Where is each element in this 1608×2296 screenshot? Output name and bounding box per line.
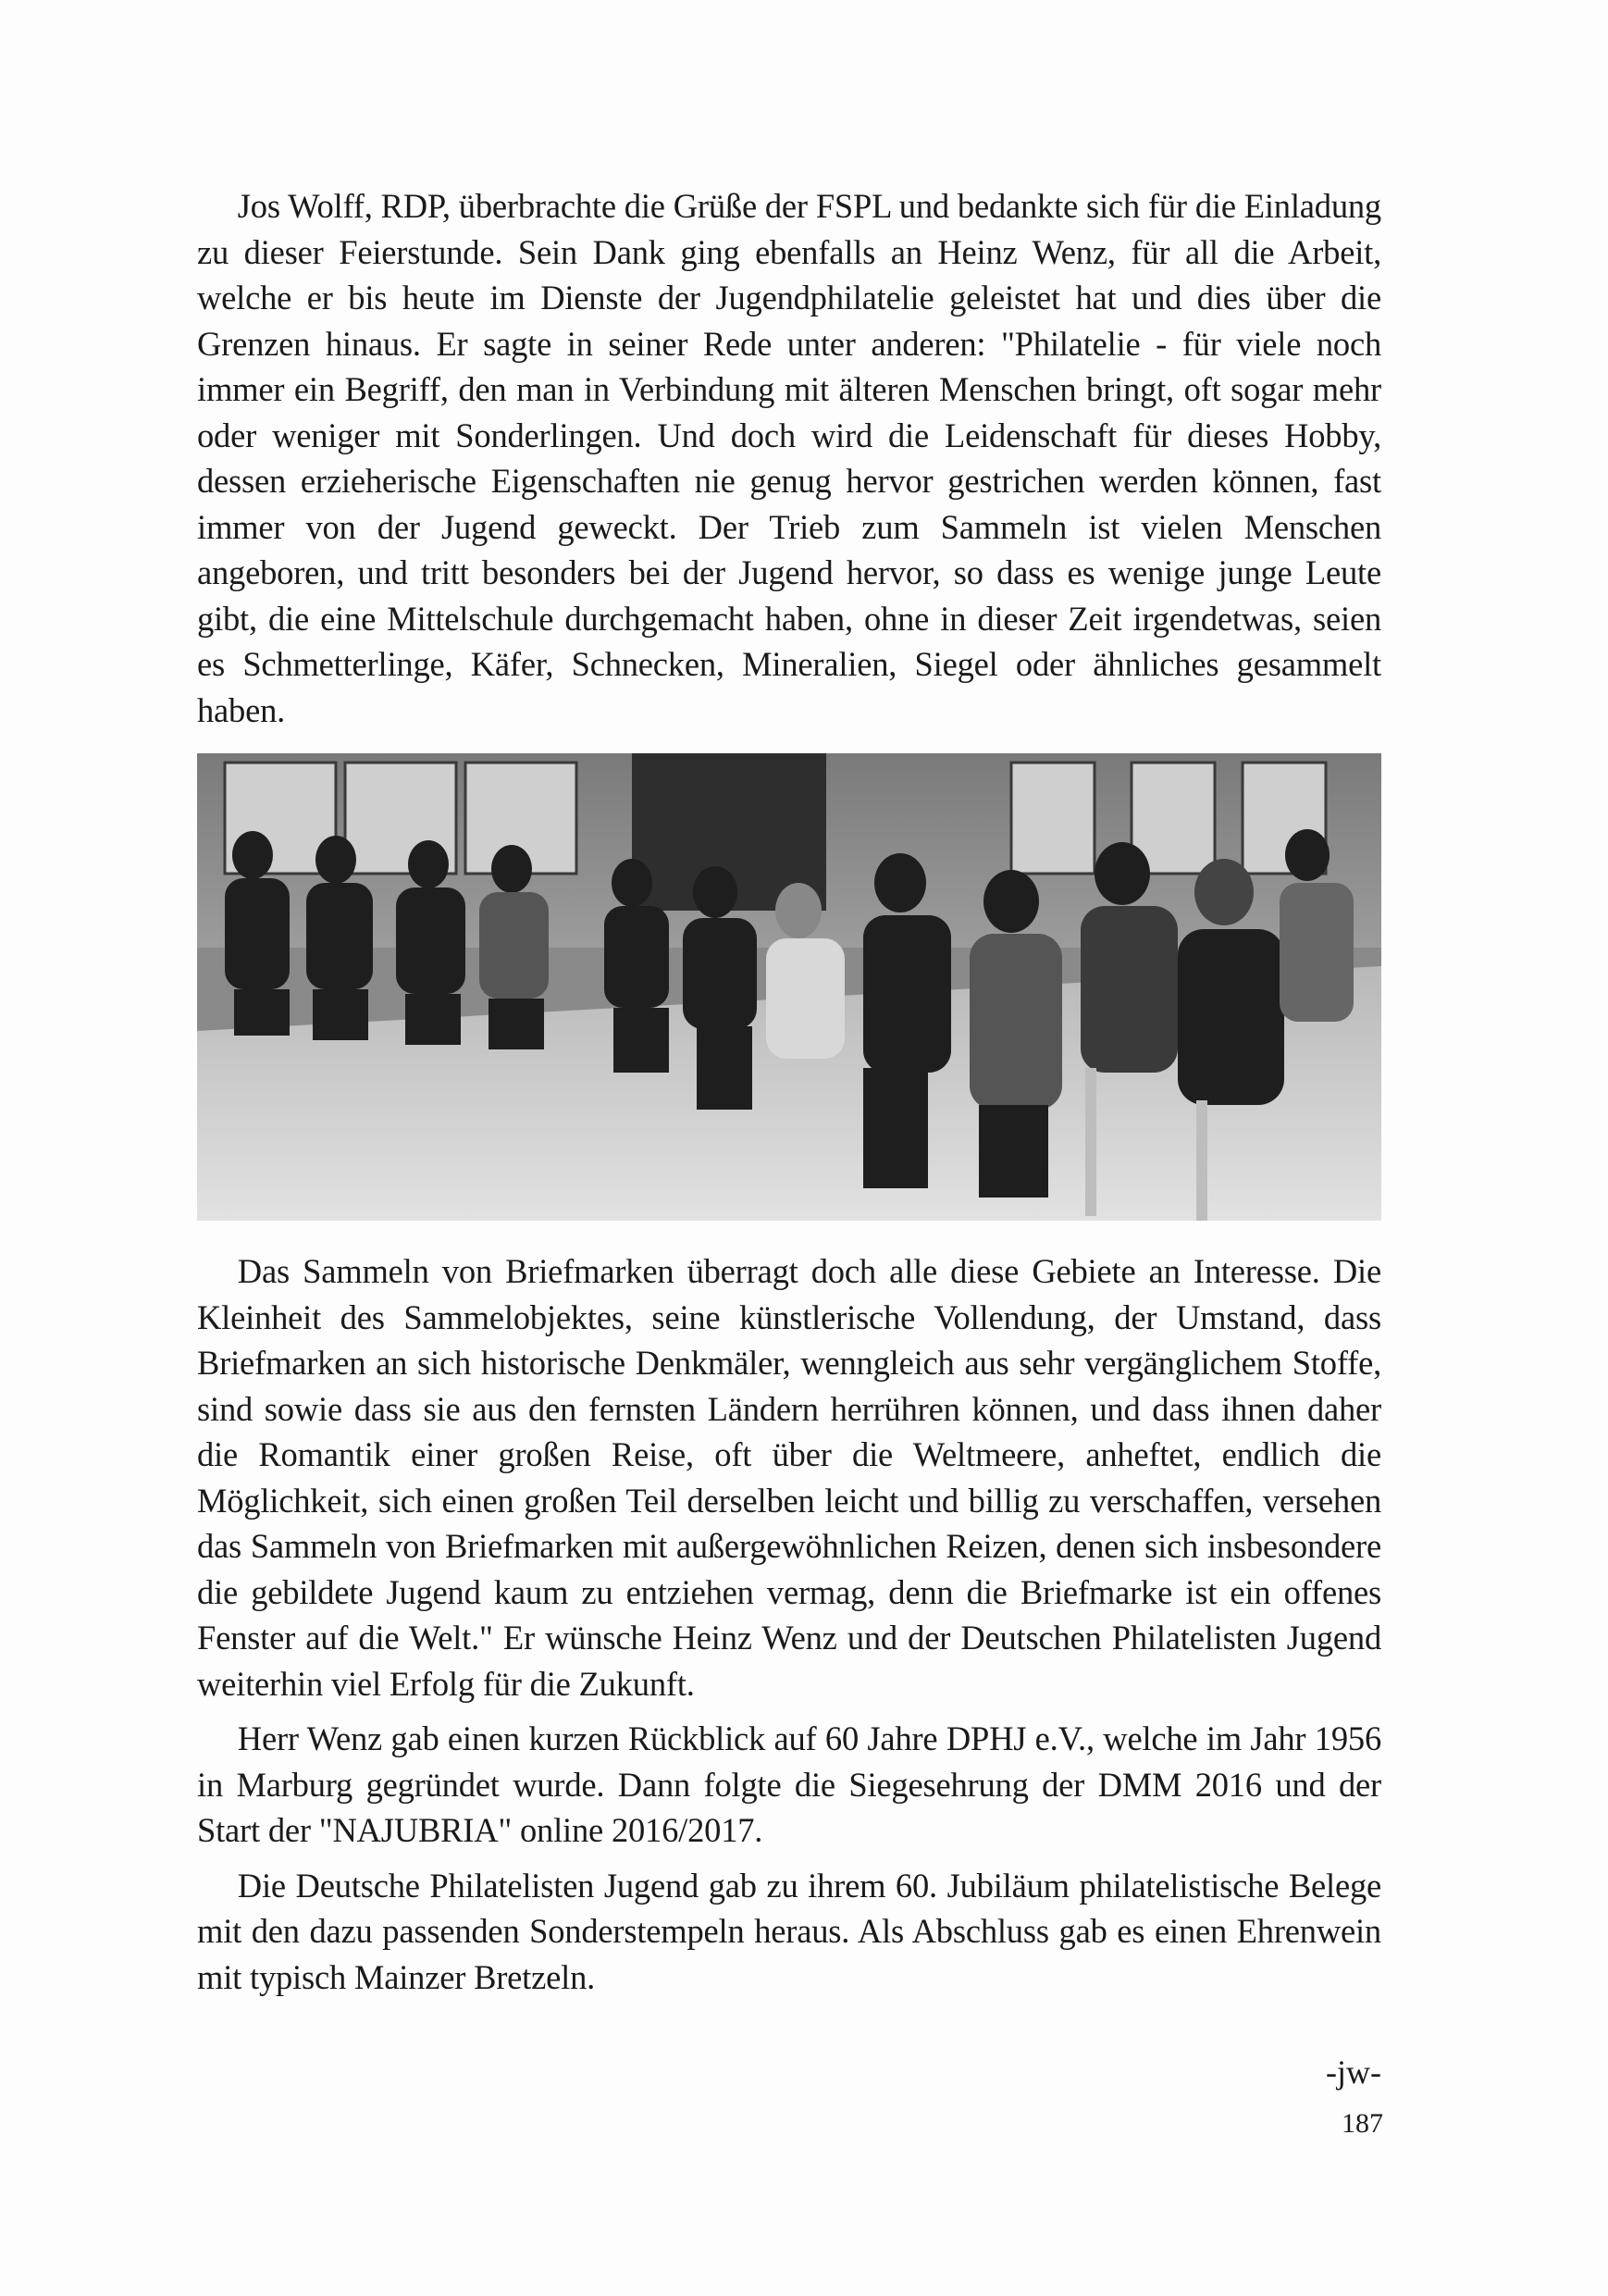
paragraph-1: Jos Wolff, RDP, überbrachte die Grüße der FSPL und bedankte sich für die Einladung zu dieser Feierstunde. Sein Dank ging ebenfalls an Heinz Wenz, für all die Arbeit, welche er bis heute im Dienste der Jugendphilatelie geleistet hat und dies über die Grenzen hinaus. Er sagte in seiner Rede unter anderen: "Philatelie - für viele noch immer ein Begriff, den man in Verbindung mit älteren Menschen bringt, oft sogar mehr oder weniger mit Sonderlingen. Und doch wird die Leidenschaft für dieses Hobby, dessen erzieherische Eigenschaften nie genug hervor gestrichen werden können, fast immer von der Jugend geweckt. Der Trieb zum Sammeln ist vielen Menschen angeboren, und tritt besonders bei der Jugend hervor, so dass es wenige junge Leute gibt, die eine Mittelschule durchgemacht haben, ohne in dieser Zeit irgendetwas, seien es Schmetterlinge, Käfer, Schnecken, Mineralien, Siegel oder ähnliches gesammelt haben. [197, 187, 1381, 729]
paragraph-2: Das Sammeln von Briefmarken überragt doch alle diese Gebiete an Interesse. Die Kleinheit des Sammelobjektes, seine künstlerische Vollendung, der Umstand, dass Briefmarken an sich historische Denkmäler, wenngleich aus sehr vergänglichem Stoffe, sind sowie dass sie aus den fernsten Ländern herrühren können, und dass ihnen daher die Romantik einer großen Reise, oft über die Weltmeere, anheftet, endlich die Möglichkeit, sich einen großen Teil derselben leicht und billig zu verschaffen, versehen das Sammeln von Briefmarken mit außergewöhnlichen Reizen, denen sich insbesondere die gebildete Jugend kaum zu entziehen vermag, denn die Briefmarke ist ein offenes Fenster auf die Welt." Er wünsche Heinz Wenz und der Deutschen Philatelisten Jugend weiterhin viel Erfolg für die Zukunft. [197, 1252, 1381, 1703]
paragraph-4: Die Deutsche Philatelisten Jugend gab zu ihrem 60. Jubiläum philatelistische Belege mit den dazu passenden Sonderstempeln heraus. Als Abschluss gab es einen Ehrenwein mit typisch Mainzer Bretzeln. [197, 1866, 1381, 1996]
paragraph-3: Herr Wenz gab einen kurzen Rückblick auf 60 Jahre DPHJ e.V., welche im Jahr 1956 in Marburg gegründet wurde. Dann folgte die Siegesehrung der DMM 2016 und der Start der "NAJUBRIA" online 2016/2017. [197, 1719, 1381, 1849]
page-content [197, 183, 1381, 2000]
audience-photo [197, 753, 1381, 1221]
audience-photo-illustration [197, 753, 1381, 1221]
author-signature: -jw- [1326, 2054, 1381, 2091]
page-number: 187 [1342, 2108, 1383, 2139]
